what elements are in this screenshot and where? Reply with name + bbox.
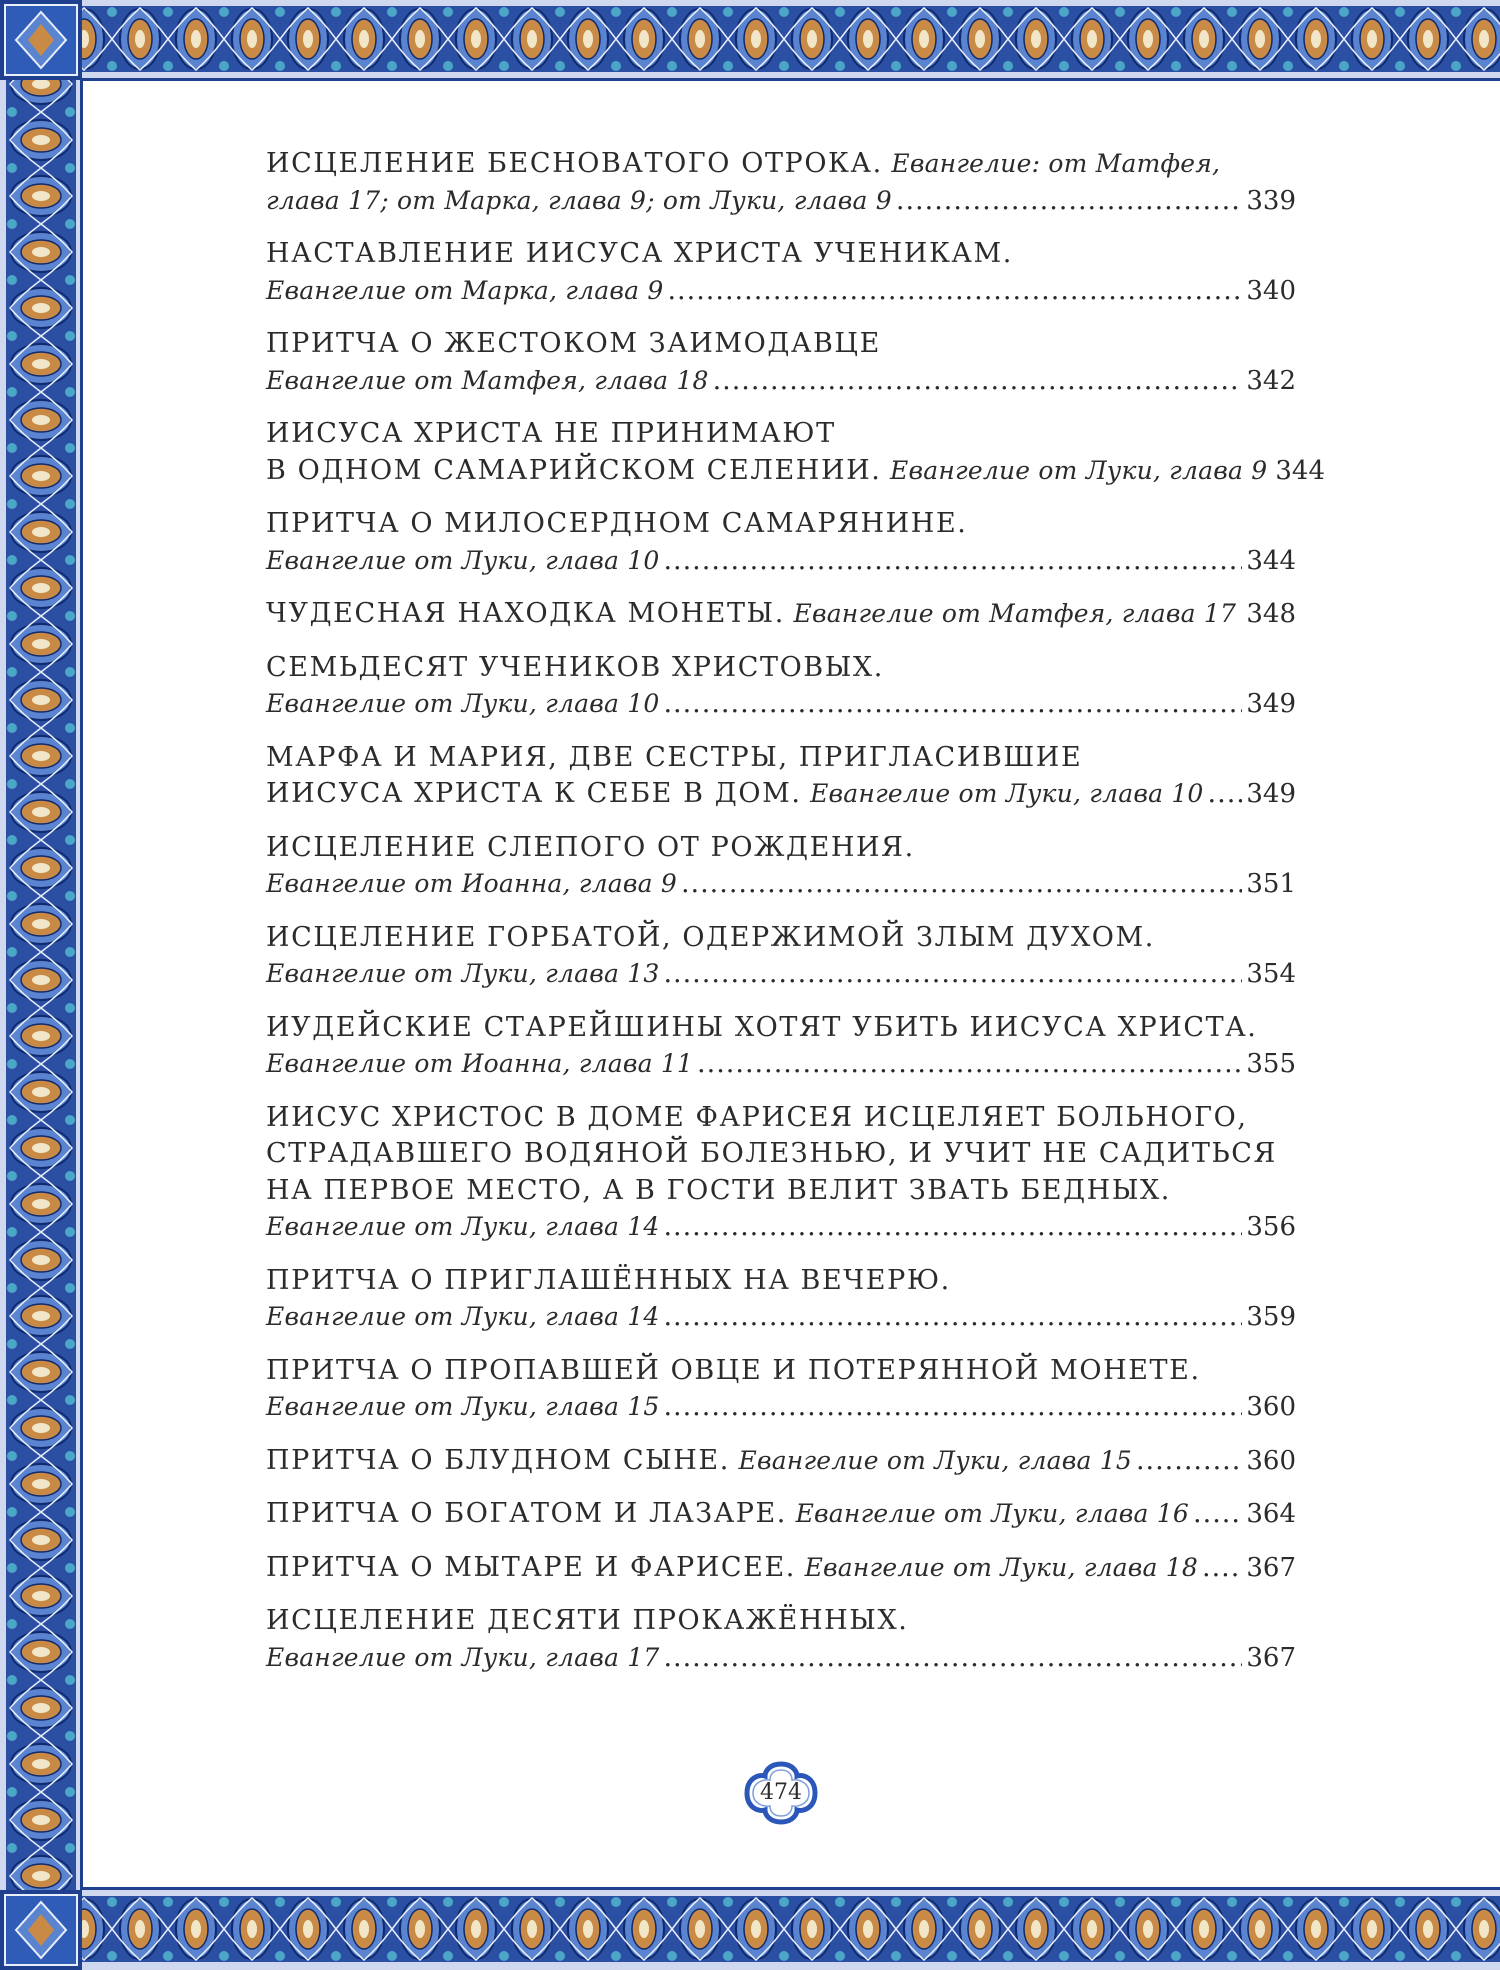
toc-entry[interactable]: [266, 1496, 1296, 1533]
table-of-contents: [266, 146, 1325, 1693]
toc-entry-title-line: [266, 1263, 1296, 1300]
toc-entry[interactable]: [266, 236, 1296, 309]
dot-leader: [663, 1640, 1242, 1677]
toc-entry-title-line: [266, 416, 1296, 453]
toc-entry-title-line: [266, 920, 1296, 957]
toc-entry[interactable]: [266, 740, 1296, 813]
toc-entry-leader-line: [266, 183, 1296, 220]
dot-leader: [1193, 1496, 1242, 1533]
toc-entry-title: СЕМЬДЕСЯТ УЧЕНИКОВ ХРИСТОВЫХ.: [266, 651, 884, 683]
toc-entry-leader-line: [266, 1496, 1296, 1533]
toc-entry-gospel-reference: Евангелие от Иоанна, глава 9: [266, 869, 677, 898]
ornamental-border-bottom: [0, 1890, 1500, 1970]
dot-leader: [1208, 776, 1243, 813]
toc-entry-page-number: 367: [1246, 1642, 1296, 1673]
toc-entry[interactable]: [266, 1550, 1296, 1587]
toc-entry-page-number: 360: [1246, 1392, 1296, 1422]
toc-entry-title-line: [266, 830, 1296, 867]
toc-entry-title: В ОДНОМ САМАРИЙСКОМ СЕЛЕНИИ.: [266, 454, 882, 486]
dot-leader: [713, 363, 1243, 400]
toc-entry-title: ПРИТЧА О БЛУДНОМ СЫНЕ.: [266, 1444, 730, 1476]
toc-entry[interactable]: [266, 596, 1296, 633]
toc-entry-page-number: 340: [1246, 275, 1296, 306]
toc-entry-title-line: [266, 1100, 1296, 1137]
toc-entry-leader-line: [266, 273, 1296, 310]
toc-entry-gospel-reference: Евангелие от Луки, глава 10: [810, 779, 1204, 808]
toc-entry[interactable]: [266, 920, 1296, 993]
page-number-badge: [741, 1760, 821, 1826]
toc-entry-page-number: 342: [1246, 365, 1296, 396]
toc-entry-gospel-reference: Евангелие от Луки, глава 10: [266, 545, 660, 575]
toc-entry-page-number: 349: [1246, 689, 1296, 719]
toc-entry-title: ПРИТЧА О МЫТАРЕ И ФАРИСЕЕ.: [266, 1551, 796, 1583]
toc-entry-page-number: 356: [1246, 1212, 1296, 1242]
toc-entry-title-line: [266, 650, 1296, 687]
toc-entry-page-number: 339: [1246, 185, 1296, 216]
toc-entry-title-line: [266, 1603, 1296, 1640]
dot-leader: [1202, 1550, 1242, 1587]
toc-entry-page-number: 354: [1246, 959, 1296, 989]
toc-entry-title-line: [266, 740, 1296, 777]
toc-entry-title: ИИСУСА ХРИСТА К СЕБЕ В ДОМ.: [266, 778, 802, 809]
toc-entry-gospel-reference: Евангелие от Луки, глава 18: [804, 1552, 1199, 1582]
dot-leader: [697, 1046, 1242, 1083]
toc-entry-title: ИИСУСА ХРИСТА НЕ ПРИНИМАЮТ: [266, 418, 836, 449]
dot-leader: [663, 1389, 1242, 1426]
toc-entry-page-number: 351: [1246, 869, 1296, 899]
toc-entry[interactable]: [266, 1353, 1296, 1426]
ornamental-border-top: [0, 0, 1500, 78]
toc-entry-title: ИИСУС ХРИСТОС В ДОМЕ ФАРИСЕЯ ИСЦЕЛЯЕТ БОЛЬНОГО,: [266, 1101, 1248, 1133]
toc-entry-title: НА ПЕРВОЕ МЕСТО, А В ГОСТИ ВЕЛИТ ЗВАТЬ БЕДНЫХ.: [266, 1174, 1171, 1206]
toc-entry[interactable]: [266, 1443, 1296, 1480]
dot-leader: [663, 1209, 1242, 1246]
toc-entry-page-number: 367: [1246, 1552, 1296, 1583]
toc-entry[interactable]: [266, 830, 1296, 903]
toc-entry-leader-line: [266, 956, 1296, 993]
ornamental-corner-top-left: [0, 0, 82, 80]
toc-entry-page-number: 344: [1275, 455, 1325, 486]
dot-leader: [1240, 596, 1242, 633]
toc-entry-title: МАРФА И МАРИЯ, ДВЕ СЕСТРЫ, ПРИГЛАСИВШИЕ: [266, 741, 1083, 773]
toc-entry-title: ИСЦЕЛЕНИЕ СЛЕПОГО ОТ РОЖДЕНИЯ.: [266, 831, 915, 863]
toc-entry[interactable]: [266, 416, 1325, 489]
toc-entry[interactable]: [266, 1010, 1296, 1083]
toc-entry-gospel-reference: Евангелие от Луки, глава 14: [266, 1302, 660, 1331]
toc-entry-page-number: 364: [1246, 1499, 1296, 1529]
toc-entry-gospel-reference: Евангелие от Луки, глава 14: [266, 1212, 660, 1241]
toc-entry-leader-line: [266, 543, 1296, 580]
toc-entry-gospel-reference: Евангелие от Матфея, глава 18: [266, 365, 709, 395]
ornamental-border-left: [0, 0, 82, 1970]
toc-entry-page-number: 355: [1246, 1049, 1296, 1079]
dot-leader: [681, 866, 1242, 903]
toc-entry-title-line: [266, 236, 1296, 273]
toc-entry-leader-line: [266, 1443, 1296, 1480]
toc-entry-gospel-reference: Евангелие от Матфея, глава 17: [793, 599, 1237, 628]
toc-entry-title-line: [266, 1173, 1296, 1210]
toc-entry-title-line: [266, 1353, 1296, 1390]
toc-entry-title: ИСЦЕЛЕНИЕ ГОРБАТОЙ, ОДЕРЖИМОЙ ЗЛЫМ ДУХОМ.: [266, 921, 1155, 953]
dot-leader: [663, 1299, 1242, 1336]
toc-entry-title-line: [266, 506, 1296, 543]
toc-entry-leader-line: [266, 1299, 1296, 1336]
toc-entry-gospel-reference: Евангелие от Иоанна, глава 11: [266, 1049, 694, 1078]
toc-entry-page-number: 360: [1246, 1445, 1296, 1476]
toc-entry-page-number: 359: [1246, 1302, 1296, 1332]
toc-entry-gospel-reference: Евангелие от Луки, глава 16: [795, 1499, 1190, 1528]
toc-entry-gospel-reference: Евангелие от Луки, глава 17: [266, 1642, 660, 1672]
ornamental-corner-bottom-left: [0, 1890, 82, 1970]
toc-entry-title-line: [266, 1010, 1296, 1047]
toc-entry-title: ЧУДЕСНАЯ НАХОДКА МОНЕТЫ.: [266, 598, 785, 629]
toc-entry-leader-line: [266, 776, 1296, 813]
toc-entry[interactable]: [266, 146, 1296, 219]
toc-entry-leader-line: [266, 1209, 1296, 1246]
dot-leader: [663, 543, 1242, 580]
toc-entry-leader-line: [266, 1640, 1296, 1677]
toc-entry-gospel-reference: Евангелие от Марка, глава 9: [266, 275, 664, 305]
toc-entry-leader-line: [266, 1389, 1296, 1426]
toc-entry-leader-line: [266, 866, 1296, 903]
toc-entry-title: ИСЦЕЛЕНИЕ БЕСНОВАТОГО ОТРОКА.: [266, 148, 883, 179]
toc-entry-page-number: 349: [1246, 779, 1296, 809]
toc-entry-gospel-reference: Евангелие от Луки, глава 10: [266, 689, 660, 718]
toc-entry[interactable]: [266, 326, 1296, 399]
toc-entry-title-line: [266, 326, 1296, 363]
toc-entry-title: ПРИТЧА О БОГАТОМ И ЛАЗАРЕ.: [266, 1498, 787, 1529]
toc-entry-title: НАСТАВЛЕНИЕ ИИСУСА ХРИСТА УЧЕНИКАМ.: [266, 238, 1013, 269]
toc-entry[interactable]: [266, 1603, 1296, 1676]
toc-entry[interactable]: [266, 1100, 1296, 1246]
toc-entry[interactable]: [266, 506, 1296, 579]
border-inner-rule-bottom: [82, 1887, 1500, 1890]
toc-entry-title-line: [266, 1136, 1296, 1173]
toc-entry-title: СТРАДАВШЕГО ВОДЯНОЙ БОЛЕЗНЬЮ, И УЧИТ НЕ САДИТЬСЯ: [266, 1138, 1277, 1169]
toc-entry-gospel-reference: Евангелие от Луки, глава 15: [266, 1392, 660, 1421]
toc-entry-title: ПРИТЧА О ПРИГЛАШЁННЫХ НА ВЕЧЕРЮ.: [266, 1264, 951, 1296]
toc-entry-leader-line: [266, 686, 1296, 723]
toc-entry-gospel-reference: Евангелие от Луки, глава 15: [738, 1445, 1132, 1475]
toc-entry-gospel-reference: глава 17; от Марка, глава 9; от Луки, глава 9: [266, 185, 892, 215]
toc-entry-title: ПРИТЧА О ЖЕСТОКОМ ЗАИМОДАВЦЕ: [266, 328, 881, 359]
toc-entry-title: ИСЦЕЛЕНИЕ ДЕСЯТИ ПРОКАЖЁННЫХ.: [266, 1605, 909, 1636]
toc-entry-leader-line: [266, 596, 1296, 633]
dot-leader: [1136, 1443, 1242, 1480]
toc-entry-leader-line: [266, 363, 1296, 400]
border-inner-rule-top: [82, 78, 1500, 81]
toc-entry-title: ПРИТЧА О ПРОПАВШЕЙ ОВЦЕ И ПОТЕРЯННОЙ МОНЕТЕ.: [266, 1354, 1201, 1386]
toc-entry-gospel-reference: Евангелие от Луки, глава 13: [266, 959, 660, 988]
toc-entry-gospel-reference: Евангелие от Луки, глава 9: [890, 455, 1268, 485]
dot-leader: [896, 183, 1242, 220]
toc-entry-gospel-reference: Евангелие: от Матфея,: [891, 149, 1221, 178]
toc-entry-leader-line: [266, 1046, 1296, 1083]
toc-entry-title: ПРИТЧА О МИЛОСЕРДНОМ САМАРЯНИНЕ.: [266, 508, 968, 539]
toc-entry[interactable]: [266, 1263, 1296, 1336]
toc-entry-leader-line: [266, 1550, 1296, 1587]
dot-leader: [667, 273, 1242, 310]
border-inner-rule-left: [80, 78, 83, 1890]
toc-entry[interactable]: [266, 650, 1296, 723]
dot-leader: [663, 686, 1242, 723]
toc-entry-title-line: [266, 146, 1296, 183]
toc-entry-leader-line: [266, 453, 1325, 490]
dot-leader: [663, 956, 1242, 993]
toc-entry-page-number: 344: [1246, 545, 1296, 576]
page-number: 474: [760, 1780, 802, 1805]
toc-entry-page-number: 348: [1246, 599, 1296, 629]
toc-entry-title: ИУДЕЙСКИЕ СТАРЕЙШИНЫ ХОТЯТ УБИТЬ ИИСУСА ХРИСТА.: [266, 1011, 1258, 1043]
